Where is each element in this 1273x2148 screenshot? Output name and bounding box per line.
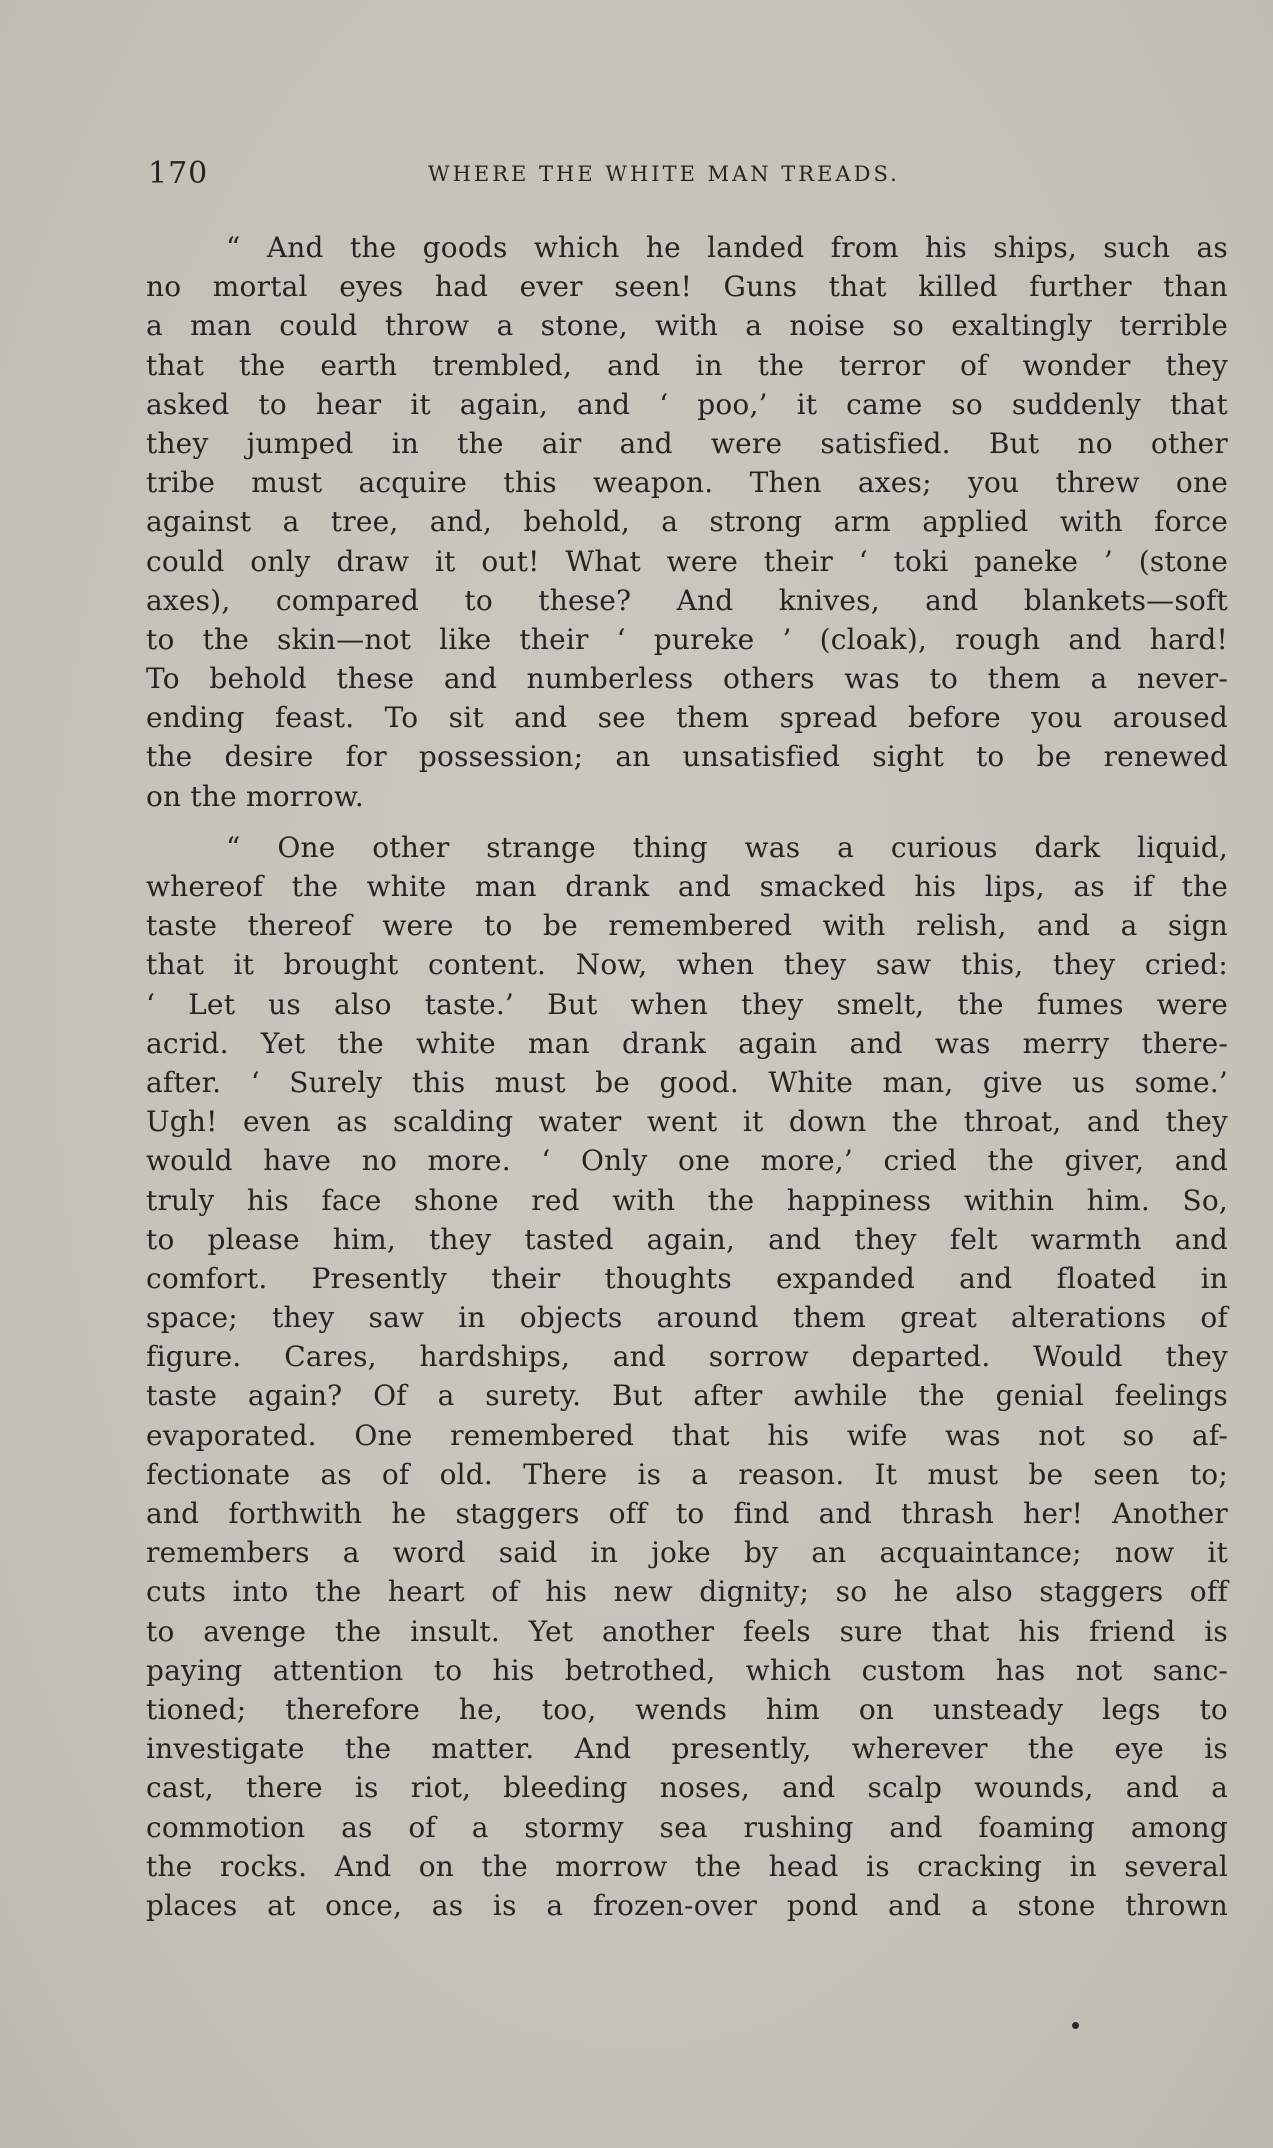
text-line: taste thereof were to be remembered with relish, and a sign: [146, 909, 1228, 943]
body-text: [146, 228, 1228, 1925]
text-line: that the earth trembled, and in the terror of wonder they: [146, 348, 1228, 382]
text-line: and forthwith he staggers off to find and thrash her! Another: [146, 1497, 1228, 1530]
text-line: asked to hear it again, and ‘ poo,’ it came so suddenly that: [146, 387, 1228, 421]
text-line: axes), compared to these? And knives, and blankets—soft: [146, 583, 1228, 617]
text-line: after. ‘ Surely this must be good. White man, give us some.’: [146, 1065, 1228, 1099]
text-line: investigate the matter. And presently, wherever the eye is: [146, 1732, 1228, 1766]
text-line: that it brought content. Now, when they saw this, they cried:: [146, 948, 1228, 982]
text-line: commotion as of a stormy sea rushing and foaming among: [146, 1810, 1228, 1844]
text-line: whereof the white man drank and smacked his lips, as if the: [146, 870, 1228, 903]
text-line: evaporated. One remembered that his wife was not so af-: [146, 1418, 1228, 1452]
text-line: the rocks. And on the morrow the head is cracking in several: [146, 1849, 1228, 1883]
page-number: 170: [148, 156, 209, 191]
text-line: remembers a word said in joke by an acquaintance; now it: [146, 1536, 1228, 1570]
text-line: no mortal eyes had ever seen! Guns that killed further than: [146, 270, 1228, 304]
text-line: to the skin—not like their ‘ pureke ’ (cloak), rough and hard!: [146, 622, 1228, 656]
text-line: to avenge the insult. Yet another feels sure that his friend is: [146, 1614, 1228, 1648]
text-line: on the morrow.: [146, 779, 364, 813]
text-line: fectionate as of old. There is a reason. It must be seen to;: [146, 1457, 1228, 1491]
text-line: cast, there is riot, bleeding noses, and scalp wounds, and a: [146, 1771, 1228, 1805]
paragraph: [146, 828, 1228, 1925]
text-line: “ One other strange thing was a curious dark liquid,: [226, 830, 1228, 864]
text-line: comfort. Presently their thoughts expanded and floated in: [146, 1261, 1228, 1295]
text-line: figure. Cares, hardships, and sorrow departed. Would they: [146, 1340, 1228, 1374]
text-line: could only draw it out! What were their ‘ toki paneke ’ (stone: [146, 544, 1228, 578]
text-line: places at once, as is a frozen-over pond and a stone thrown: [146, 1888, 1228, 1922]
text-line: the desire for possession; an unsatisfied sight to be renewed: [146, 740, 1228, 774]
text-line: ‘ Let us also taste.’ But when they smelt, the fumes were: [146, 987, 1228, 1021]
text-line: taste again? Of a surety. But after awhile the genial feelings: [146, 1379, 1228, 1413]
text-line: cuts into the heart of his new dignity; so he also staggers off: [146, 1575, 1228, 1609]
text-line: “ And the goods which he landed from his ships, such as: [226, 231, 1228, 264]
text-line: against a tree, and, behold, a strong arm applied with force: [146, 505, 1228, 539]
text-line: truly his face shone red with the happiness within him. So,: [146, 1183, 1228, 1217]
text-line: tribe must acquire this weapon. Then axes; you threw one: [146, 466, 1228, 500]
paragraph: [146, 228, 1228, 816]
text-line: to please him, they tasted again, and they felt warmth and: [146, 1222, 1228, 1256]
text-line: space; they saw in objects around them great alterations of: [146, 1301, 1228, 1335]
text-line: To behold these and numberless others was to them a never-: [146, 662, 1228, 696]
text-line: tioned; therefore he, too, wends him on unsteady legs to: [146, 1692, 1228, 1726]
text-line: Ugh! even as scalding water went it down the throat, and they: [146, 1105, 1228, 1139]
text-line: ending feast. To sit and see them spread before you aroused: [146, 701, 1228, 735]
text-line: paying attention to his betrothed, which custom has not sanc-: [146, 1653, 1228, 1687]
text-line: a man could throw a stone, with a noise so exaltingly terrible: [146, 309, 1228, 343]
text-line: acrid. Yet the white man drank again and was merry there-: [146, 1026, 1228, 1060]
running-head: WHERE THE WHITE MAN TREADS.: [428, 162, 900, 186]
text-line: would have no more. ‘ Only one more,’ cried the giver, and: [146, 1144, 1228, 1178]
text-line: they jumped in the air and were satisfied. But no other: [146, 426, 1228, 460]
page-header: [148, 156, 1228, 196]
ink-speck: [1072, 2022, 1079, 2029]
